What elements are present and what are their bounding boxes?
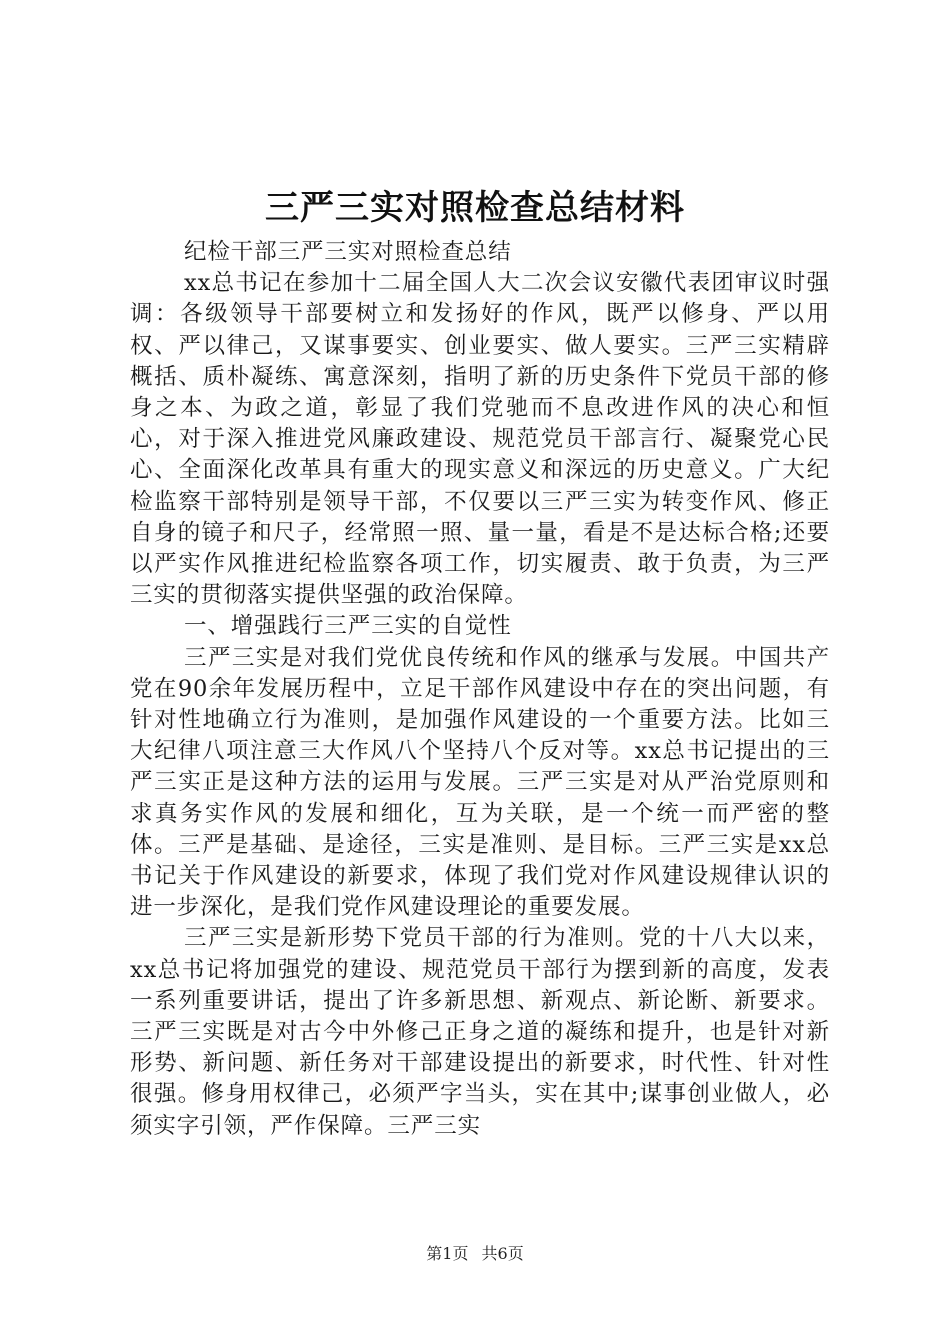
document-subtitle: 纪检干部三严三实对照检查总结 (184, 239, 512, 265)
page-number: 第1页 (426, 1244, 469, 1263)
page-total: 共6页 (481, 1244, 524, 1263)
document-body (130, 237, 830, 1142)
paragraph: 三严三实是对我们党优良传统和作风的继承与发展。中国共产党在90余年发展历程中，立足干部作风建设中存在的突出问题，有针对性地确立行为准则，是加强作风建设的一个重要方法。比如三大纪律八项注意三大作风八个坚持八个反对等。xx总书记提出的三严三实正是这种方法的运用与发展。三严三实是对从严治党原则和求真务实作风的发展和细化，互为关联，是一个统一而严密的整体。三严是基础、是途径，三实是准则、是目标。三严三实是xx总书记关于作风建设的新要求，体现了我们党对作风建设规律认识的进一步深化，是我们党作风建设理论的重要发展。 (130, 644, 830, 921)
paragraph: xx总书记在参加十二届全国人大二次会议安徽代表团审议时强调：各级领导干部要树立和发扬好的作风，既严以修身、严以用权、严以律己，又谋事要实、创业要实、做人要实。三严三实精辟概括、质朴凝练、寓意深刻，指明了新的历史条件下党员干部的修身之本、为政之道，彰显了我们党驰而不息改进作风的决心和恒心，对于深入推进党风廉政建设、规范党员干部言行、凝聚党心民心、全面深化改革具有重大的现实意义和深远的历史意义。广大纪检监察干部特别是领导干部，不仅要以三严三实为转变作风、修正自身的镜子和尺子，经常照一照、量一量，看是不是达标合格;还要以严实作风推进纪检监察各项工作，切实履责、敢于负责，为三严三实的贯彻落实提供坚强的政治保障。 (130, 270, 830, 609)
section-heading: 一、增强践行三严三实的自觉性 (184, 613, 512, 640)
page-footer (0, 1243, 950, 1265)
paragraph: 三严三实是新形势下党员干部的行为准则。党的十八大以来，xx总书记将加强党的建设、规范党员干部行为摆到新的高度，发表一系列重要讲话，提出了许多新思想、新观点、新论断、新要求。三严三实既是对古今中外修己正身之道的凝练和提升，也是针对新形势、新问题、新任务对干部建设提出的新要求，时代性、针对性很强。修身用权律己，必须严字当头，实在其中;谋事创业做人，必须实字引领，严作保障。三严三实 (130, 925, 830, 1139)
document-title: 三严三实对照检查总结材料 (265, 188, 685, 228)
